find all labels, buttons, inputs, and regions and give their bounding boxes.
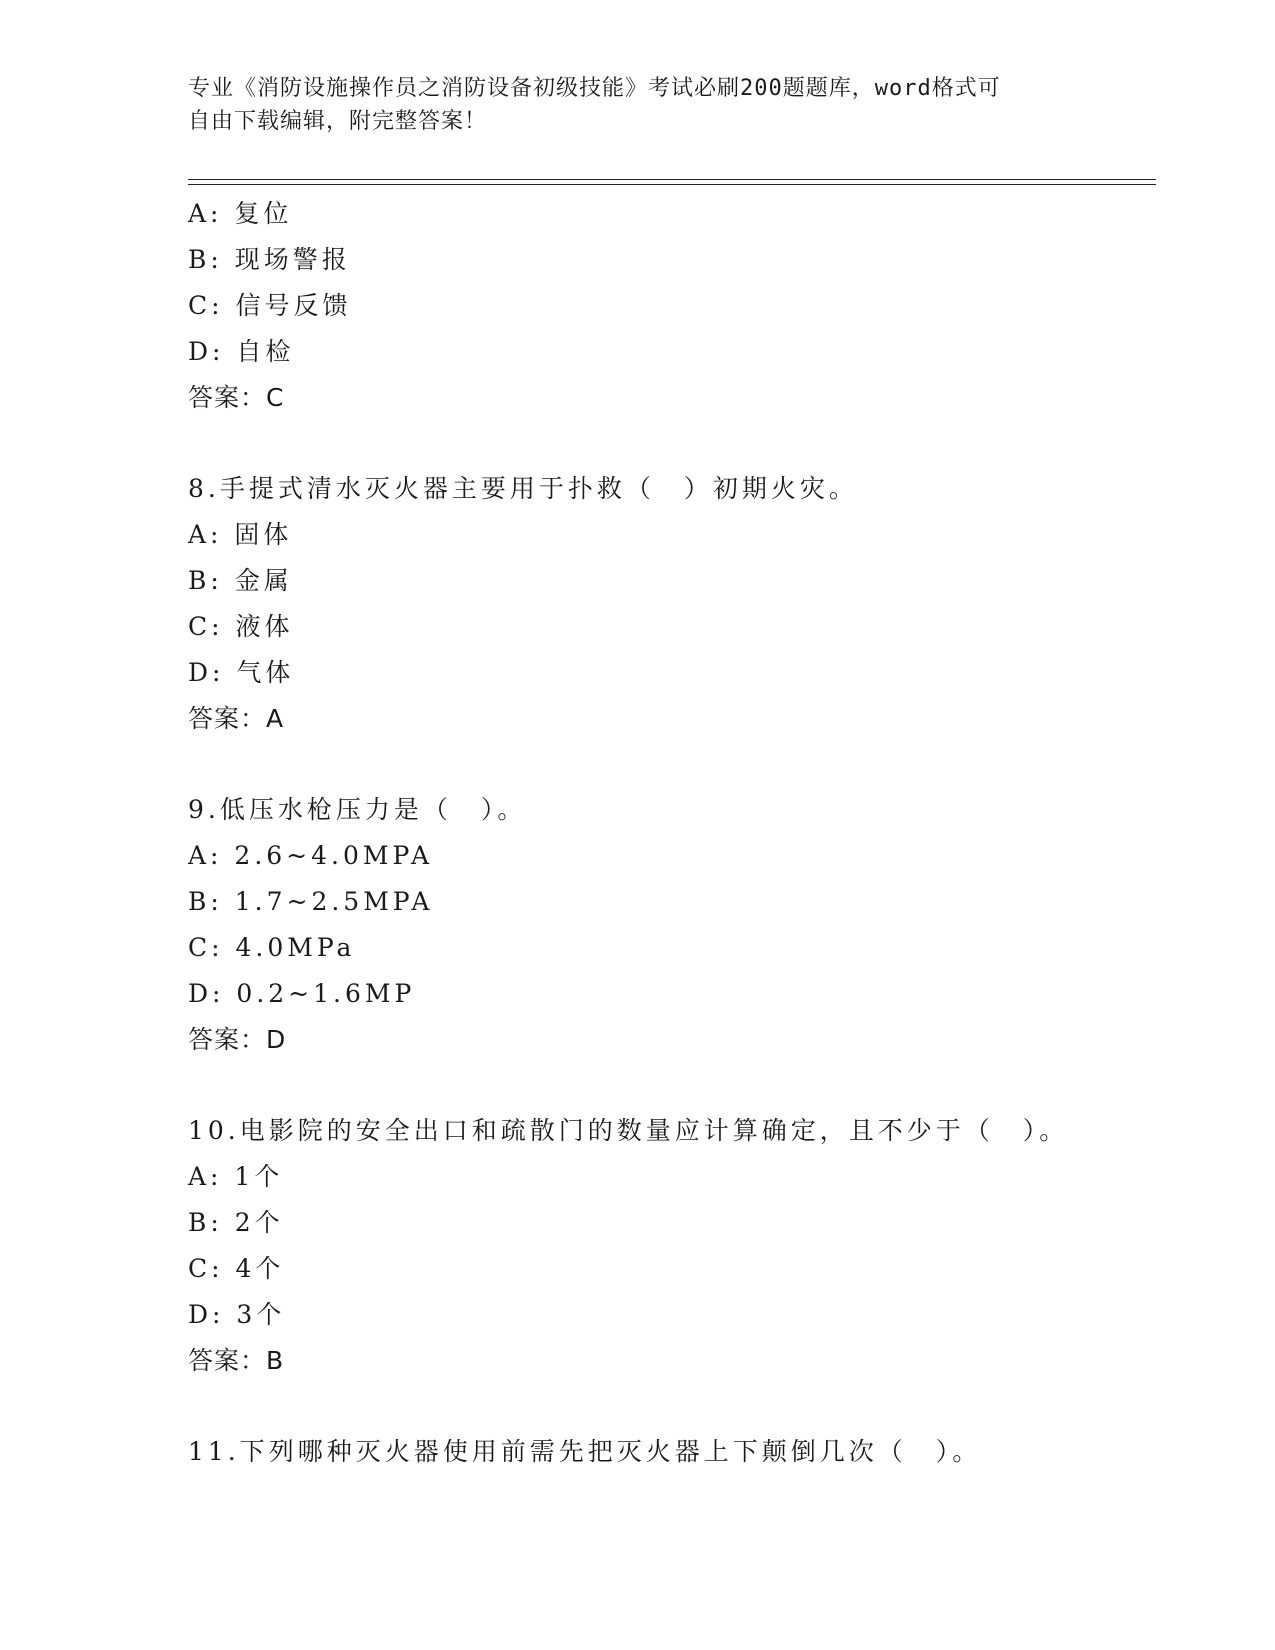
- option-b: B: 金属: [188, 566, 293, 595]
- option-a: A: 1个: [188, 1162, 284, 1191]
- question-7-continued: [188, 191, 1156, 421]
- answer: 答案：A: [188, 704, 285, 733]
- option-d: D: 自检: [188, 337, 295, 366]
- option-d: D: 3个: [188, 1300, 286, 1329]
- answer: 答案：D: [188, 1025, 287, 1054]
- question-10: [188, 1108, 1156, 1384]
- header-line-2: 自由下载编辑，附完整答案！: [188, 109, 488, 134]
- question-stem: 8.手提式清水灭火器主要用于扑救（ ）初期火灾。: [188, 474, 858, 503]
- option-a: A: 固体: [188, 520, 293, 549]
- header-rule-top: [188, 179, 1156, 180]
- option-c: C: 液体: [188, 612, 294, 641]
- question-9: [188, 787, 1156, 1063]
- option-c: C: 4.0MPa: [188, 933, 356, 962]
- option-c: C: 信号反馈: [188, 291, 352, 320]
- option-b: B: 现场警报: [188, 245, 351, 274]
- option-a: A: 2.6~4.0MPA: [188, 841, 434, 870]
- answer: 答案：C: [188, 383, 285, 412]
- document-header: [188, 72, 1088, 138]
- question-8: [188, 466, 1156, 742]
- document-body: [188, 191, 1156, 1475]
- question-11: [188, 1429, 1156, 1475]
- option-b: B: 1.7~2.5MPA: [188, 887, 434, 916]
- header-rule-bottom: [188, 184, 1156, 185]
- question-stem: 9.低压水枪压力是（ ）。: [188, 795, 527, 824]
- header-line-1: 专业《消防设施操作员之消防设备初级技能》考试必刷200题题库，word格式可: [188, 76, 1001, 101]
- answer: 答案：B: [188, 1346, 285, 1375]
- option-d: D: 气体: [188, 658, 295, 687]
- question-stem: 10.电影院的安全出口和疏散门的数量应计算确定，且不少于（ ）。: [188, 1116, 1069, 1145]
- option-b: B: 2个: [188, 1208, 284, 1237]
- question-stem: 11.下列哪种灭火器使用前需先把灭火器上下颠倒几次（ ）。: [188, 1437, 982, 1466]
- option-a: A: 复位: [188, 199, 293, 228]
- option-c: C: 4个: [188, 1254, 285, 1283]
- option-d: D: 0.2~1.6MP: [188, 979, 416, 1008]
